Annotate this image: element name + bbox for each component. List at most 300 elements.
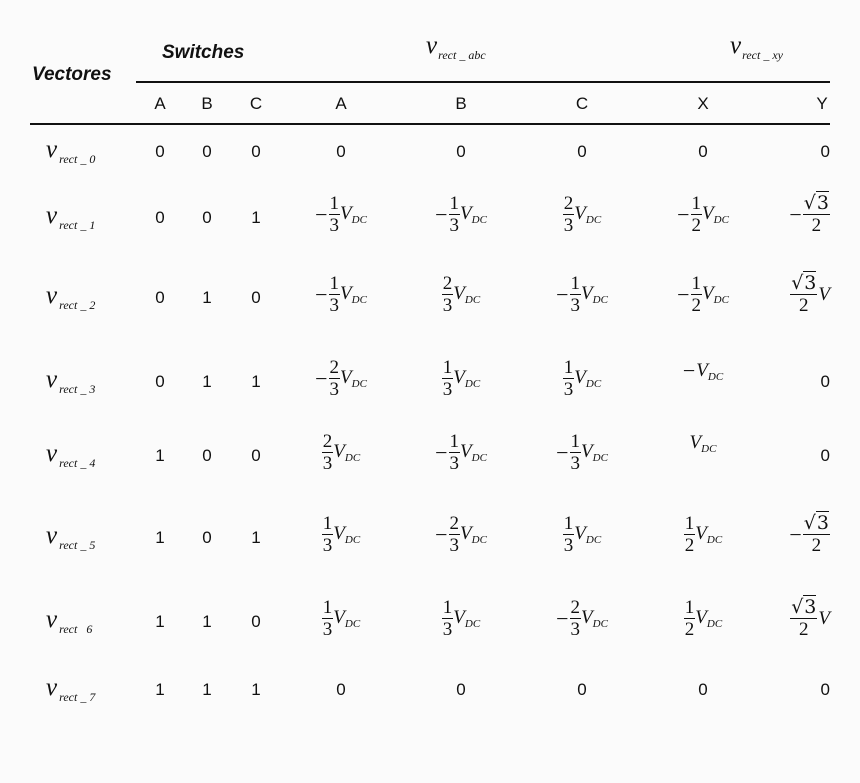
cell-5-4-vdc-sub: DC [471,534,487,546]
cell-1-6-numerator: 1 [691,193,702,214]
value-cell [522,432,642,473]
cell-2-6-denominator: 2 [691,295,702,316]
cell-1-5-vdc-base: V [574,203,586,224]
switch-cell: 1 [251,208,261,227]
cell-6-6-numerator: 1 [684,597,695,618]
header-v-rect-abc-base: v [426,32,438,59]
cell-1-4-vdc [460,203,487,224]
switch-cell: 1 [202,612,212,631]
switch-cell: 0 [251,142,261,161]
cell-1-7-sqrt [804,191,829,214]
switch-cell: 1 [251,372,261,391]
cell-5-6-denominator: 2 [684,535,695,556]
value-cell [401,432,521,473]
cell-1-6-denominator: 2 [691,215,702,236]
cell-1-5-numerator: 2 [563,193,574,214]
cell-4-4 [435,432,487,473]
cell-1-7-numerator [803,194,830,215]
row-vector-sub: rect _ 3 [59,382,96,396]
row-vector-label [46,366,95,397]
cell-1-3-vdc [340,203,367,224]
cell-1-6-sign: − [677,201,690,227]
cell-2-5-sign: − [556,281,569,307]
switch-cell: 1 [202,288,212,307]
row-vector-sub: rect _ 0 [59,152,96,166]
cell-5-7-numerator [803,514,830,535]
cell-3-5-fraction [563,358,575,399]
cell-5-4-vdc [460,523,487,544]
cell-2-5-vdc [581,283,608,304]
cell-5-3-vdc-base: V [333,523,345,544]
cell-2-7-sqrt-sign: √ [791,272,804,294]
row-vector-sub: rect _ 5 [59,538,96,552]
cell-5-7-radicand: 3 [816,512,829,534]
value-cell [710,446,830,466]
cell-4-7: 0 [820,446,830,465]
value-cell [522,194,642,235]
cell-4-5-vdc [581,441,608,462]
cell-5-3-vdc [333,523,360,544]
row-vector-base: v [46,366,58,393]
cell-6-7-sqrt-sign: √ [791,596,804,618]
cell-6-5-denominator: 3 [570,619,581,640]
cell-4-4-denominator: 3 [449,453,460,474]
value-cell [281,194,401,235]
cell-6-3-vdc-sub: DC [344,618,361,630]
header-v-rect-xy-sub: rect _ xy [742,48,783,62]
cell-2-3-vdc [340,283,367,304]
cell-2-5-fraction [570,274,582,315]
cell-1-5-vdc-sub: DC [585,214,602,226]
column-header-rule [30,123,830,125]
cell-4-5-vdc-base: V [581,441,593,462]
switch-cell: 0 [155,288,165,307]
cell-5-3-vdc-sub: DC [344,534,361,546]
cell-6-7-sqrt [791,595,816,618]
row-vector-base: v [46,674,58,701]
switch-cell: 1 [155,612,165,631]
cell-7-4: 0 [456,680,466,699]
cell-7-6: 0 [698,680,708,699]
cell-4-6-vdc-sub: DC [701,443,717,455]
cell-5-6-vdc-sub: DC [706,534,723,546]
row-vector-label [46,202,95,233]
cell-5-7-sqrt [804,511,829,534]
row-vector-sub: rect _ 1 [59,218,96,232]
column-header-2: C [249,94,263,113]
cell-2-3-sign: − [315,281,328,307]
cell-4-3-vdc-sub: DC [344,452,361,464]
header-switches: Switches [162,42,245,63]
cell-6-7-denominator: 2 [799,619,809,640]
row-vector-label [46,282,95,313]
cell-6-5-vdc-sub: DC [592,618,608,630]
cell-2-4-numerator: 2 [442,273,453,294]
cell-6-5-vdc [581,607,608,628]
cell-6-5-sign: − [556,605,569,631]
row-vector-label [46,522,95,553]
cell-1-4 [435,194,487,235]
value-cell [281,514,401,555]
cell-1-7-denominator: 2 [811,215,822,236]
cell-2-3-vdc-sub: DC [351,294,367,306]
cell-5-7-sign: − [789,521,802,547]
cell-6-7-numerator [790,598,817,619]
switch-cell: 0 [202,208,212,227]
cell-6-7-fraction [790,598,817,639]
cell-1-6-vdc-sub: DC [713,214,729,226]
cell-2-5-vdc-sub: DC [592,294,608,306]
cell-6-7-radicand: 3 [804,596,817,618]
cell-5-6-numerator: 1 [684,513,695,534]
switch-cell: 1 [155,680,165,699]
value-cell [707,370,830,392]
cell-1-5-fraction [563,194,575,235]
switch-cell: 0 [202,446,212,465]
value-cell [522,142,642,162]
cell-4-5-sign: − [556,439,569,465]
cell-3-5-numerator: 1 [563,357,574,378]
cell-6-3-denominator: 3 [322,619,333,640]
switch-cell: 0 [202,528,212,547]
cell-1-5-vdc [574,203,601,224]
value-cell [522,358,642,399]
switch-cell: 1 [251,528,261,547]
cell-2-7-fraction [790,274,817,315]
cell-1-7-fraction [803,194,830,235]
row-vector-label [46,440,95,471]
cell-5-5 [563,514,601,555]
cell-4-3-fraction [322,432,334,473]
cell-5-4-sign: − [435,521,448,547]
cell-2-5-vdc-base: V [581,283,593,304]
cell-0-6: 0 [698,142,708,161]
cell-6-3 [322,598,360,639]
column-header-3: A [335,94,347,113]
value-cell [281,598,401,639]
cell-1-7-sqrt-sign: √ [803,192,816,214]
cell-3-3-numerator: 2 [329,357,340,378]
cell-5-3-numerator: 1 [322,513,333,534]
header-v-rect-abc [426,32,486,63]
switch-cell: 0 [155,372,165,391]
cell-1-4-vdc-sub: DC [471,214,487,226]
cell-5-5-vdc-sub: DC [585,534,602,546]
cell-1-6-fraction [691,194,703,235]
value-cell [401,358,521,399]
cell-1-4-sign: − [435,201,448,227]
cell-1-7 [789,194,830,235]
value-cell [710,142,830,162]
cell-3-5-vdc-sub: DC [585,378,602,390]
row-vector-sub: rect _ 4 [59,456,96,470]
cell-2-5-numerator: 1 [570,273,581,294]
value-cell [281,142,401,162]
cell-5-5-denominator: 3 [563,535,574,556]
cell-4-3-numerator: 2 [322,431,333,452]
row-vector-sub: rect _ 7 [59,690,96,704]
switch-cell: 0 [202,142,212,161]
row-vector-base: v [46,522,58,549]
row-vector-base: v [46,202,58,229]
cell-6-4-fraction [442,598,454,639]
cell-2-4-vdc [453,283,480,304]
cell-4-5-denominator: 3 [570,453,581,474]
cell-4-5-fraction [570,432,582,473]
cell-5-4-fraction [449,514,461,555]
row-vector-label [46,136,95,167]
header-v-rect-abc-sub: rect _ abc [438,48,486,62]
switch-cell: 0 [155,208,165,227]
cell-5-6-vdc-base: V [695,523,707,544]
value-cell [401,194,521,235]
cell-2-7-tail: V [818,283,830,305]
cell-6-6-vdc-sub: DC [706,618,723,630]
cell-3-4-denominator: 3 [442,379,453,400]
cell-6-4-vdc-base: V [453,607,465,628]
cell-2-6-fraction [691,274,703,315]
cell-3-3-vdc-base: V [340,367,352,388]
cell-6-4-vdc-sub: DC [464,618,481,630]
switch-cell: 0 [155,142,165,161]
value-cell [710,598,830,639]
cell-1-4-numerator: 1 [449,193,460,214]
cell-6-7-tail: V [818,607,830,629]
switch-cell: 0 [251,288,261,307]
cell-2-5-denominator: 3 [570,295,581,316]
cell-5-7-fraction [803,514,830,555]
cell-2-6-vdc-base: V [702,283,714,304]
cell-3-4-numerator: 1 [442,357,453,378]
cell-2-3-vdc-base: V [340,283,352,304]
cell-2-5 [556,274,608,315]
cell-2-3-numerator: 1 [329,273,340,294]
cell-0-7: 0 [820,142,830,161]
cell-2-3 [315,274,367,315]
value-cell [522,274,642,315]
cell-5-3 [322,514,360,555]
cell-6-3-numerator: 1 [322,597,333,618]
value-cell [401,142,521,162]
cell-7-3: 0 [336,680,346,699]
cell-1-3 [315,194,367,235]
cell-7-7: 0 [820,680,830,699]
cell-6-7 [790,598,830,639]
cell-4-5 [556,432,608,473]
column-header-5: C [575,94,589,113]
switch-cell: 1 [202,372,212,391]
column-header-0: A [154,94,166,113]
cell-1-3-vdc-sub: DC [351,214,367,226]
cell-2-6-numerator: 1 [691,273,702,294]
value-cell [401,598,521,639]
value-cell [710,194,830,235]
cell-3-3 [315,358,367,399]
cell-1-3-vdc-base: V [340,203,352,224]
cell-2-4-vdc-sub: DC [464,294,481,306]
switch-cell: 0 [251,446,261,465]
cell-5-7-denominator: 2 [811,535,822,556]
cell-3-4 [442,358,480,399]
value-cell [522,680,642,700]
cell-1-4-denominator: 3 [449,215,460,236]
value-cell [710,514,830,555]
cell-3-6-vdc-sub: DC [707,370,724,383]
cell-3-4-vdc-sub: DC [464,378,481,390]
cell-5-3-fraction [322,514,334,555]
cell-6-4-numerator: 1 [442,597,453,618]
cell-0-4: 0 [456,142,466,161]
cell-3-5 [563,358,601,399]
cell-4-3 [322,432,360,473]
cell-7-5: 0 [577,680,587,699]
cell-2-7-denominator: 2 [799,295,809,316]
row-vector-label [46,674,95,705]
cell-5-7 [789,514,830,555]
cell-3-3-sign: − [315,365,328,391]
cell-4-6-vdc-base: V [689,432,702,453]
cell-0-3: 0 [336,142,346,161]
cell-1-4-vdc-base: V [460,203,472,224]
cell-4-3-denominator: 3 [322,453,333,474]
row-vector-base: v [46,136,58,163]
cell-6-5-fraction [570,598,582,639]
switch-cell: 1 [155,528,165,547]
cell-3-6-sign: − [682,358,696,383]
cell-6-6-vdc-base: V [695,607,707,628]
value-cell [522,514,642,555]
cell-6-3-vdc [333,607,360,628]
row-vector-base: v [46,606,58,633]
cell-1-3-sign: − [315,201,328,227]
cell-6-6-fraction [684,598,696,639]
cell-5-5-numerator: 1 [563,513,574,534]
cell-6-3-vdc-base: V [333,607,345,628]
cell-4-4-vdc-base: V [460,441,472,462]
cell-5-5-fraction [563,514,575,555]
value-cell [522,598,642,639]
cell-4-4-numerator: 1 [449,431,460,452]
cell-5-4-denominator: 3 [449,535,460,556]
cell-3-5-denominator: 3 [563,379,574,400]
cell-3-3-vdc-sub: DC [351,378,367,390]
value-cell [281,274,401,315]
cell-5-4 [435,514,487,555]
row-vector-base: v [46,282,58,309]
cell-5-5-vdc [574,523,601,544]
column-header-7: Y [816,94,828,113]
cell-4-4-vdc [460,441,487,462]
cell-3-7: 0 [820,372,830,391]
cell-2-4-fraction [442,274,454,315]
cell-3-4-vdc-base: V [453,367,465,388]
header-vectores: Vectores [32,64,112,85]
cell-2-7 [790,274,830,315]
cell-4-3-vdc-base: V [333,441,345,462]
cell-6-4-vdc [453,607,480,628]
cell-3-5-vdc [574,367,601,388]
value-cell [401,514,521,555]
switch-cell: 0 [251,612,261,631]
row-vector-label [46,606,92,637]
value-cell [401,274,521,315]
cell-3-4-vdc [453,367,480,388]
value-cell [401,680,521,700]
header-v-rect-xy [730,32,783,63]
cell-5-7-sqrt-sign: √ [803,512,816,534]
cell-5-5-vdc-base: V [574,523,586,544]
cell-2-3-fraction [329,274,341,315]
cell-1-7-sign: − [789,201,802,227]
cell-1-4-fraction [449,194,461,235]
cell-1-3-fraction [329,194,341,235]
cell-2-4 [442,274,480,315]
row-vector-base: v [46,440,58,467]
cell-4-4-sign: − [435,439,448,465]
switch-cell: 1 [202,680,212,699]
cell-3-3-vdc [340,367,367,388]
cell-2-4-denominator: 3 [442,295,453,316]
cell-2-3-denominator: 3 [329,295,340,316]
value-cell [281,432,401,473]
value-cell [710,274,830,315]
cell-1-3-denominator: 3 [329,215,340,236]
value-cell [710,680,830,700]
cell-6-5 [556,598,608,639]
column-header-4: B [455,94,467,113]
cell-6-5-numerator: 2 [570,597,581,618]
value-cell [281,680,401,700]
cell-6-4 [442,598,480,639]
cell-1-7-radicand: 3 [816,192,829,214]
cell-2-6-sign: − [677,281,690,307]
header-rule [136,81,830,83]
cell-1-5 [563,194,601,235]
cell-2-7-sqrt [791,271,816,294]
cell-6-3-fraction [322,598,334,639]
cell-4-4-vdc-sub: DC [471,452,487,464]
value-cell [281,358,401,399]
cell-5-6-fraction [684,514,696,555]
row-vector-sub: rect _ 2 [59,298,96,312]
cell-2-7-radicand: 3 [804,272,817,294]
row-vector-sub: rect 6 [59,622,93,636]
cell-3-5-vdc-base: V [574,367,586,388]
cell-1-6-vdc-base: V [702,203,714,224]
cell-2-6-vdc-sub: DC [713,294,729,306]
cell-2-7-numerator [790,274,817,295]
cell-6-5-vdc-base: V [581,607,593,628]
cell-4-5-numerator: 1 [570,431,581,452]
cell-5-3-denominator: 3 [322,535,333,556]
column-header-6: X [697,94,709,113]
cell-6-6-denominator: 2 [684,619,695,640]
cell-2-4-vdc-base: V [453,283,465,304]
cell-4-4-fraction [449,432,461,473]
cell-3-4-fraction [442,358,454,399]
cell-6-4-denominator: 3 [442,619,453,640]
header-v-rect-xy-base: v [730,32,742,59]
cell-3-3-denominator: 3 [329,379,340,400]
column-header-1: B [201,94,213,113]
cell-4-5-vdc-sub: DC [592,452,608,464]
cell-1-3-numerator: 1 [329,193,340,214]
cell-3-6-vdc-base: V [696,359,708,381]
cell-3-3-fraction [329,358,341,399]
cell-5-4-vdc-base: V [460,523,472,544]
cell-4-3-vdc [333,441,360,462]
switch-cell: 1 [251,680,261,699]
